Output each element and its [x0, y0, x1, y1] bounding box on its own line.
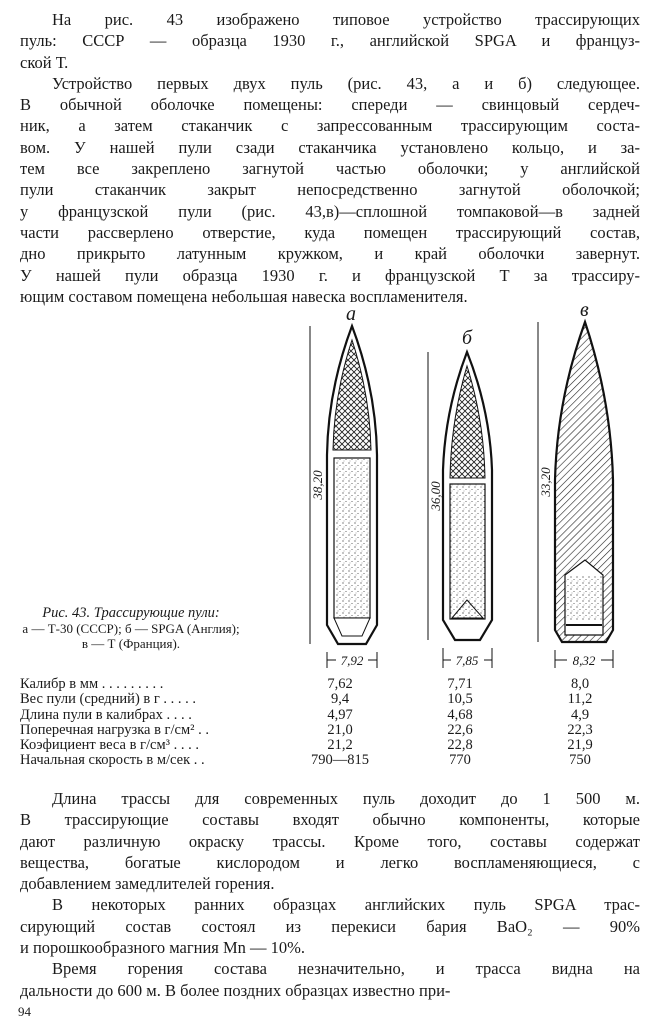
row-value: 22,3 [567, 721, 593, 738]
text-line: ющим составом помещена небольшая навеска воспламенителя. [20, 286, 468, 306]
text-line: вещества, богатые кислородом и легко воспламеняющиеся, с [20, 852, 640, 872]
text-line: В трассирующие составы входят обычно компоненты, которые [20, 810, 640, 830]
text-line: и порошкообразного магния Mn — 10%. [20, 938, 306, 958]
text-line: добавлением замедлителей горения. [20, 874, 275, 894]
figure-caption [6, 606, 256, 651]
row-value: 22,6 [447, 721, 473, 738]
text-line: дают различную окраску трассы. Кроме того, составы содержат [20, 831, 640, 851]
row-value: 770 [449, 752, 471, 769]
row-value: 11,2 [567, 691, 593, 708]
text-line: В некоторых ранних образцах английских пуль SPGA трас- [52, 895, 640, 915]
row-value: 750 [569, 752, 591, 769]
bullet-a-length: 38,20 [310, 470, 325, 500]
row-value: 10,5 [447, 691, 473, 708]
bullet-specs-table [20, 677, 640, 769]
text-line: Устройство первых двух пуль (рис. 43, а и б) следующее. [52, 73, 640, 93]
text-line: ник, а затем стаканчик с запрессованным трассирующим соста- [20, 116, 640, 136]
caption-title: Рис. 43. Трассирующие пули: [42, 605, 220, 621]
table-row [20, 723, 640, 738]
row-value: 790—815 [311, 752, 369, 769]
bullet-label-a: а [346, 303, 356, 325]
caption-line: а — Т-30 (СССР); б — SPGA (Англия); [22, 621, 240, 636]
text-line: пуль: СССР — образца 1930 г., английской SPGA и француз- [20, 31, 640, 51]
row-label: Коэфициент веса в г/см³ . . . . [20, 737, 199, 754]
caption-line: в — Т (Франция). [81, 636, 181, 651]
page-number: 94 [18, 1004, 31, 1019]
bullet-a-diameter: 7,92 [340, 653, 364, 668]
text-line: ской Т. [20, 52, 69, 72]
text-line: дальности до 600 м. В более поздних образцах известно при- [20, 980, 451, 1000]
text-line: сирующий состав состоял из перекиси бария BaO₂ — 90% [20, 916, 640, 936]
row-value: 21,9 [567, 737, 593, 754]
text-line: В обычной оболочке помещены: спереди — свинцовый сердеч- [20, 95, 640, 115]
row-label: Поперечная нагрузка в г/см² . . [20, 721, 209, 738]
row-value: 7,71 [447, 676, 473, 692]
text-line: вом. У нашей пули сзади стаканчика установлено кольцо, и за- [20, 137, 640, 157]
row-value: 4,97 [327, 706, 353, 723]
table-row [20, 738, 640, 753]
table-row [20, 692, 640, 707]
bullet-label-v: в [580, 299, 589, 321]
row-value: 7,62 [327, 676, 353, 692]
table-row [20, 753, 640, 768]
bullet-b-length: 36,00 [428, 481, 443, 511]
text-line: У нашей пули образца 1930 г. и французской Т за трассиру- [20, 265, 640, 285]
bullet-v-length: 33,20 [538, 467, 553, 497]
row-label: Начальная скорость в м/сек . . [20, 752, 205, 769]
row-value: 22,8 [447, 737, 473, 754]
bullet-label-b: б [462, 327, 473, 349]
row-value: 8,0 [570, 676, 590, 692]
row-value: 4,68 [447, 706, 473, 723]
text-line: у французской пули (рис. 43,в)—сплошной томпаковой—в задней [20, 201, 640, 221]
row-value: 9,4 [330, 691, 350, 708]
row-value: 21,2 [327, 737, 353, 754]
text-line: Время горения состава незначительно, и трасса видна на [52, 959, 640, 979]
row-value: 4,9 [570, 706, 590, 723]
body-text-bottom [20, 788, 640, 1001]
row-label: Длина пули в калибрах . . . . [20, 706, 192, 723]
text-line: На рис. 43 изображено типовое устройство трассирующих [52, 10, 640, 29]
row-value: 21,0 [327, 721, 353, 738]
row-label: Калибр в мм . . . . . . . . . [20, 676, 164, 692]
bullet-b-diameter: 7,85 [455, 653, 479, 668]
text-line: пули стаканчик закрыт непосредственно загнутой оболочкой; [20, 180, 640, 200]
table-row [20, 708, 640, 723]
text-line: части рассверлено отверстие, куда помещен трассирующий состав, [20, 222, 640, 242]
text-line: дно прикрыто латунным кружком, и край оболочки завернут. [20, 244, 640, 264]
bullet-v-diameter: 8,32 [572, 653, 596, 668]
row-label: Вес пули (средний) в г . . . . . [20, 691, 197, 708]
text-line: Длина трассы для современных пуль доходит до 1 500 м. [52, 789, 640, 808]
table-row [20, 677, 640, 692]
text-line: тем все закреплено загнутой частью оболочки; у английской [20, 159, 640, 179]
